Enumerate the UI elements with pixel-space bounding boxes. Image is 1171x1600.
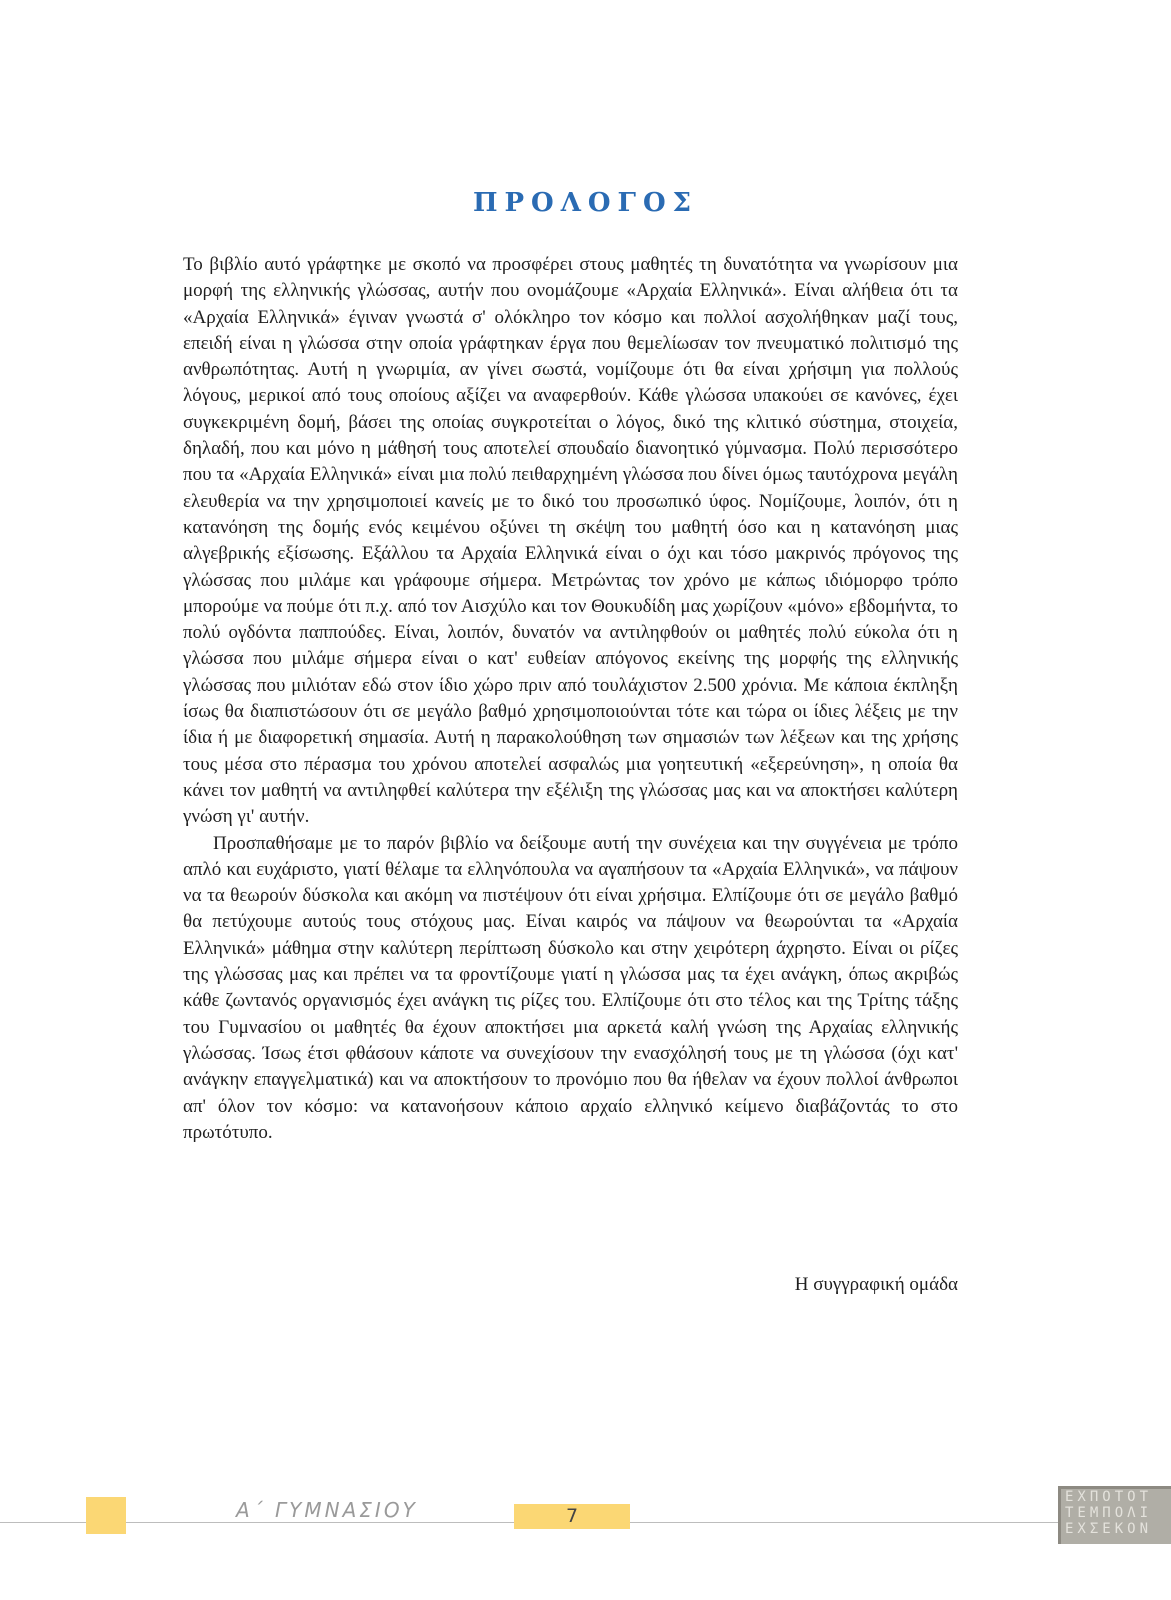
signature: Η συγγραφική ομάδα bbox=[794, 1274, 958, 1295]
footer-accent-block bbox=[86, 1497, 126, 1534]
paragraph-2: Προσπαθήσαμε με το παρόν βιβλίο να δείξουμε αυτή την συνέχεια και την συγγένεια με τρόπο απλό και ευχάριστο, γιατί θέλαμε τα ελληνόπουλα να αγαπήσουν τα «Αρχαία Ελληνικά», να πάψουν να τα θεωρούν δύσκολα και ακόμη να πιστέψουν ότι είναι χρήσιμα. Ελπίζουμε ότι σε μεγάλο βαθμό θα πετύχουμε αυτούς τους στόχους μας. Είναι καιρός να πάψουν να θεωρούνται τα «Αρχαία Ελληνικά» μάθημα στην καλύτερη περίπτωση δύσκολο και στην χειρότερη άχρηστο. Είναι οι ρίζες της γλώσσας μας και πρέπει να τα φροντίζουμε γιατί η γλώσσα μας τα έχει ανάγκη, όπως ακριβώς κάθε ζωντανός οργανισμός έχει ανάγκη τις ρίζες του. Ελπίζουμε ότι στο τέλος και της Τρίτης τάξης του Γυμνασίου οι μαθητές θα έχουν αποκτήσει μια αρκετά καλή γνώση της Αρχαίας ελληνικής γλώσσας. Ίσως έτσι φθάσουν κάποτε να συνεχίσουν την ενασχόλησή τους με τη γλώσσα (όχι κατ' ανάγκην επαγγελματικά) και να αποκτήσουν το προνόμιο που θα ήθελαν να έχουν πολλοί άνθρωποι απ' όλον τον κόσμο: να κατανοήσουν κάποιο αρχαίο ελληνικό κείμενο διαβάζοντάς το στο πρωτότυπο. bbox=[183, 832, 958, 1143]
body-text bbox=[183, 252, 958, 1146]
emblem-line: ΤΕΜΠΟΛΙ bbox=[1065, 1505, 1153, 1521]
page-title: ΠΡΟΛΟΓΟΣ bbox=[472, 188, 699, 218]
emblem-line: ΕΧΣΕΚΟΝ bbox=[1065, 1521, 1153, 1537]
footer-book-label: Α΄ ΓΥΜΝΑΣΙΟΥ bbox=[236, 1498, 418, 1522]
paragraph-1: Το βιβλίο αυτό γράφτηκε με σκοπό να προσφέρει στους μαθητές τη δυνατότητα να γνωρίσουν μια μορφή της ελληνικής γλώσσας, αυτήν που ονομάζουμε «Αρχαία Ελληνικά». Είναι αλήθεια ότι τα «Αρχαία Ελληνικά» έγιναν γνωστά σ' ολόκληρο τον κόσμο και πολλοί ασχολήθηκαν μαζί τους, επειδή είναι η γλώσσα στην οποία γράφτηκαν έργα που θεμελίωσαν τον πνευματικό πολιτισμό της ανθρωπότητας. Αυτή η γνωριμία, αν γίνει σωστά, νομίζουμε ότι θα είναι χρήσιμη για πολλούς λόγους, μερικοί από τους οποίους αξίζει να αναφερθούν. Κάθε γλώσσα υπακούει σε κανόνες, έχει συγκεκριμένη δομή, βάσει της οποίας συγκροτείται ο λόγος, δικό της κλιτικό σύστημα, στοιχεία, δηλαδή, που και μόνο η μάθησή τους αποτελεί σπουδαίο διανοητικό γύμνασμα. Πολύ περισσότερο που τα «Αρχαία Ελληνικά» είναι μια πολύ πειθαρχημένη γλώσσα που δίνει όμως ταυτόχρονα μεγάλη ελευθερία να την χρησιμοποιεί κανείς με το δικό του προσωπικό ύφος. Νομίζουμε, λοιπόν, ότι η κατανόηση της δομής ενός κειμένου οξύνει τη σκέψη του μαθητή όσο και η κατανόηση μιας αλγεβρικής εξίσωσης. Εξάλλου τα Αρχαία Ελληνικά είναι ο όχι και τόσο μακρινός πρόγονος της γλώσσας που μιλάμε και γράφουμε σήμερα. Μετρώντας τον χρόνο με κάπως ιδιόμορφο τρόπο μπορούμε να πούμε ότι π.χ. από τον Αισχύλο και τον Θουκυδίδη μας χωρίζουν «μόνο» εβδομήντα, το πολύ ογδόντα παππούδες. Είναι, λοιπόν, δυνατόν να αντιληφθούν οι μαθητές πολύ εύκολα ότι η γλώσσα που μιλάμε σήμερα είναι ο κατ' ευθείαν απόγονος εκείνης της μορφής της ελληνικής γλώσσας που μιλιόταν εδώ στον ίδιο χώρο πριν από τουλάχιστον 2.500 χρόνια. Με κάποια έκπληξη ίσως θα διαπιστώσουν ότι σε μεγάλο βαθμό χρησιμοποιούνται τότε και τώρα οι ίδιες λέξεις με την ίδια ή με διαφορετική σημασία. Αυτή η παρακολούθηση των σημασιών των λέξεων και της χρήσης τους μέσα στο πέρασμα του χρόνου αποτελεί ασφαλώς μια γοητευτική «εξερεύνηση», η οποία θα κάνει τον μαθητή να αντιληφθεί καλύτερα την εξέλιξη της γλώσσας μας και να αποκτήσει καλύτερη γνώση γι' αυτήν. bbox=[183, 254, 958, 828]
inscription-emblem bbox=[1058, 1486, 1171, 1544]
emblem-line: ΕΧΠΟΤΟΤ bbox=[1065, 1489, 1153, 1505]
page-number: 7 bbox=[514, 1504, 630, 1529]
